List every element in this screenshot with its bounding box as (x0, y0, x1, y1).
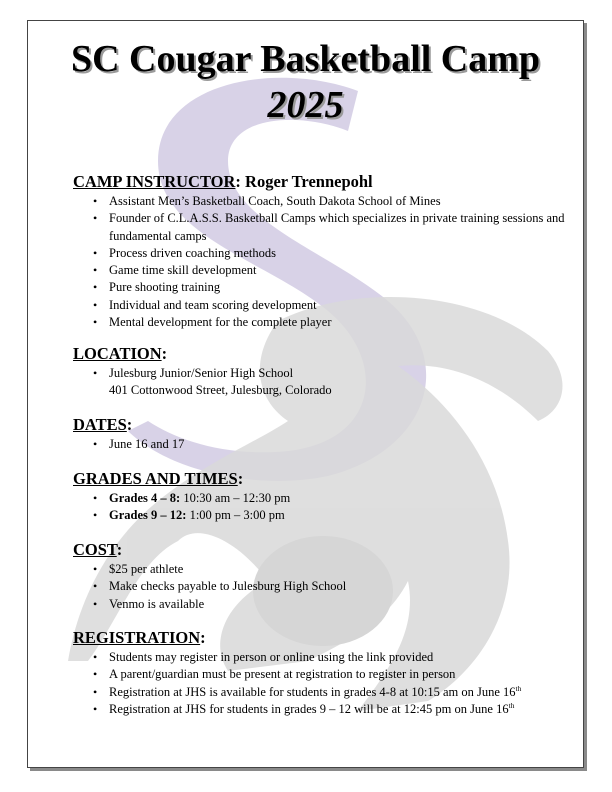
grades-list (73, 490, 573, 525)
dates-heading: DATES (73, 415, 127, 434)
list-item: • Game time skill development (109, 262, 573, 279)
section-registration: REGISTRATION: • Students may register in person or online using the link provided • A parent/guardian must be present at registration to register in person • Registration at JHS is available for students in grades 4-8 at 10:15 am on June 16th • Registration at JHS for students in grades 9 – 12 will be at 12:45 pm on June 16th (73, 628, 573, 718)
grade-label: Grades 4 – 8: (109, 491, 181, 505)
location-address: 401 Cottonwood Street, Julesburg, Colorado (109, 383, 332, 398)
location-list (73, 365, 573, 400)
registration-heading: REGISTRATION (73, 628, 201, 647)
registration-list (73, 649, 573, 718)
grade-time: 10:30 am – 12:30 pm (183, 491, 291, 505)
list-item (109, 507, 573, 524)
grades-heading: GRADES AND TIMES (73, 469, 238, 488)
flyer-frame (27, 20, 584, 768)
cost-list (73, 561, 573, 613)
list-item: • Founder of C.L.A.S.S. Basketball Camps which specializes in private training sessions and fundamental camps (109, 210, 573, 245)
ordinal-suffix: th (515, 683, 522, 693)
registration-item-text: Registration at JHS is available for students in grades 4-8 at 10:15 am on June 16 (109, 684, 516, 699)
list-item: • $25 per athlete (109, 561, 573, 578)
ordinal-suffix: th (508, 700, 515, 710)
instructor-heading: CAMP INSTRUCTOR (73, 172, 236, 191)
grade-label: Grades 9 – 12: (109, 508, 187, 523)
instructor-name: Roger Trennepohl (245, 172, 373, 191)
list-item: • Make checks payable to Julesburg High School (109, 578, 573, 595)
list-item (109, 684, 573, 701)
location-school: Julesburg Junior/Senior High School (109, 366, 294, 380)
list-item (109, 701, 573, 718)
dates-list (73, 436, 573, 453)
grade-time: 1:00 pm – 3:00 pm (189, 508, 285, 523)
registration-item-text: Registration at JHS for students in grades 9 – 12 will be at 12:45 pm on June 16 (109, 701, 509, 716)
list-item: • Mental development for the complete player (109, 314, 573, 331)
section-grades: GRADES AND TIMES: • Grades 4 – 8: 10:30 am – 12:30 pm • Grades 9 – 12: 1:00 pm – 3:00 pm (73, 469, 573, 525)
section-dates: DATES: • June 16 and 17 (73, 415, 573, 453)
list-item (109, 490, 573, 507)
list-item: • June 16 and 17 (109, 436, 573, 453)
list-item: • Venmo is available (109, 596, 573, 613)
page-year: 2025 (267, 84, 344, 126)
list-item: • Process driven coaching methods (109, 245, 573, 262)
section-cost: COST: • $25 per athlete • Make checks payable to Julesburg High School • Venmo is available (73, 540, 573, 613)
list-item (109, 365, 573, 400)
page-title: SC Cougar Basketball Camp (70, 38, 541, 80)
section-location: LOCATION: • Julesburg Junior/Senior High School 401 Cottonwood Street, Julesburg, Colorado (73, 344, 573, 400)
cost-heading: COST (73, 540, 117, 559)
instructor-list (73, 193, 573, 331)
list-item: • Pure shooting training (109, 279, 573, 296)
location-heading: LOCATION (73, 344, 162, 363)
section-instructor: CAMP INSTRUCTOR: Roger Trennepohl • Assistant Men’s Basketball Coach, South Dakota School of Mines • Founder of C.L.A.S.S. Basketball Camps which specializes in private training sessions and fundamental camps • Process driven coaching methods • Game time skill development • Pure shooting training • Individual and team scoring development • Mental development for the complete player (73, 172, 573, 331)
list-item: • A parent/guardian must be present at registration to register in person (109, 666, 573, 683)
list-item: • Students may register in person or online using the link provided (109, 649, 573, 666)
list-item: • Individual and team scoring development (109, 297, 573, 314)
list-item: • Assistant Men’s Basketball Coach, South Dakota School of Mines (109, 193, 573, 210)
